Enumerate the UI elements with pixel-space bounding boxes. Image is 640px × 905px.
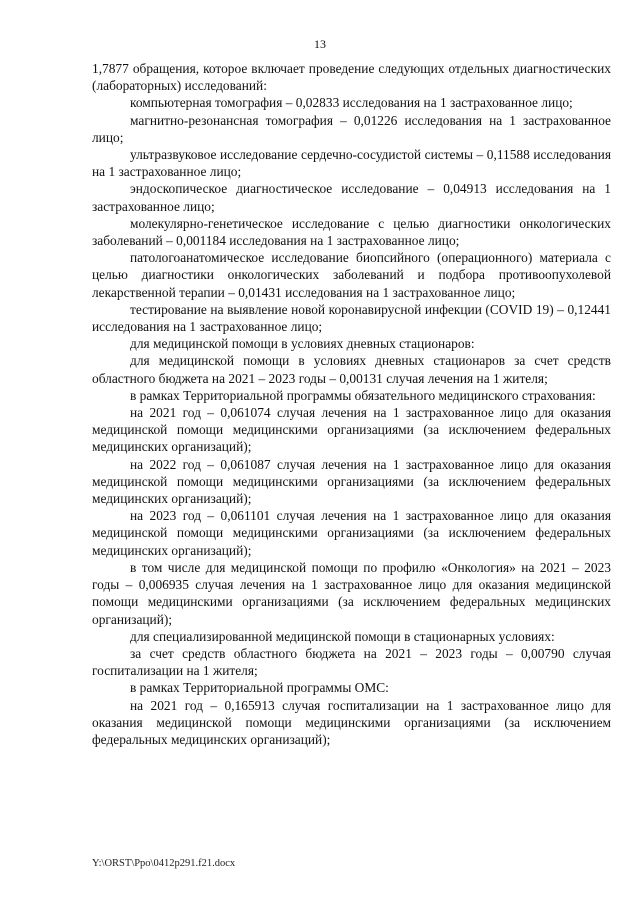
footer-file-path: Y:\ORST\Ppo\0412p291.f21.docx xyxy=(92,858,236,869)
paragraph: молекулярно-генетическое исследование с целью диагностики онкологических заболеваний – 0,001184 исследования на 1 застрахованное лицо; xyxy=(92,215,611,249)
paragraph: компьютерная томография – 0,02833 исследования на 1 застрахованное лицо; xyxy=(130,95,573,111)
paragraph: для медицинской помощи в условиях дневных стационаров за счет средств областного бюджета на 2021 – 2023 годы – 0,00131 случая лечения на 1 жителя; xyxy=(92,353,611,386)
paragraph: на 2021 год – 0,061074 случая лечения на 1 застрахованное лицо для оказания медицинской помощи медицинскими организациями (за исключением федеральных медицинских организаций); xyxy=(92,405,611,455)
paragraph: на 2022 год – 0,061087 случая лечения на 1 застрахованное лицо для оказания медицинской помощи медицинскими организациями (за исключением федеральных медицинских организаций); xyxy=(92,456,611,507)
paragraph: магнитно-резонансная томография – 0,01226 исследования на 1 застрахованное лицо; xyxy=(92,112,611,145)
paragraph: в рамках Территориальной программы обязательного медицинского страхования: xyxy=(130,387,596,403)
paragraph: в том числе для медицинской помощи по профилю «Онкология» на 2021 – 2023 годы – 0,006935 случая лечения на 1 застрахованное лицо для оказания медицинской помощи медицинскими организациями (за исключением федеральных медицинских организаций); xyxy=(92,559,611,627)
paragraph: тестирование на выявление новой коронавирусной инфекции (COVID 19) – 0,12441 исследования на 1 застрахованное лицо; xyxy=(92,301,611,335)
page-number: 13 xyxy=(314,37,326,51)
paragraph: на 2023 год – 0,061101 случая лечения на 1 застрахованное лицо для оказания медицинской помощи медицинскими организациями (за исключением федеральных медицинских организаций); xyxy=(92,508,611,558)
document-body xyxy=(92,60,611,748)
paragraph: для медицинской помощи в условиях дневных стационаров: xyxy=(130,336,475,352)
paragraph: для специализированной медицинской помощи в стационарных условиях: xyxy=(130,628,555,644)
paragraph: 1,7877 обращения, которое включает проведение следующих отдельных диагностических (лабораторных) исследований: xyxy=(92,61,611,94)
paragraph: ультразвуковое исследование сердечно-сосудистой системы – 0,11588 исследования на 1 застрахованное лицо; xyxy=(92,147,611,180)
paragraph: патологоанатомическое исследование биопсийного (операционного) материала с целью диагностики онкологических заболеваний и подбора противоопухолевой лекарственной терапии – 0,01431 исследования на 1 застрахованное лицо; xyxy=(92,250,611,300)
paragraph: на 2021 год – 0,165913 случая госпитализации на 1 застрахованное лицо для оказания медицинской помощи медицинскими организациями (за исключением федеральных медицинских организаций); xyxy=(92,697,611,747)
paragraph: в рамках Территориальной программы ОМС: xyxy=(130,680,389,696)
paragraph: за счет средств областного бюджета на 2021 – 2023 годы – 0,00790 случая госпитализации на 1 жителя; xyxy=(92,645,611,679)
paragraph: эндоскопическое диагностическое исследование – 0,04913 исследования на 1 застрахованное лицо; xyxy=(92,181,611,214)
